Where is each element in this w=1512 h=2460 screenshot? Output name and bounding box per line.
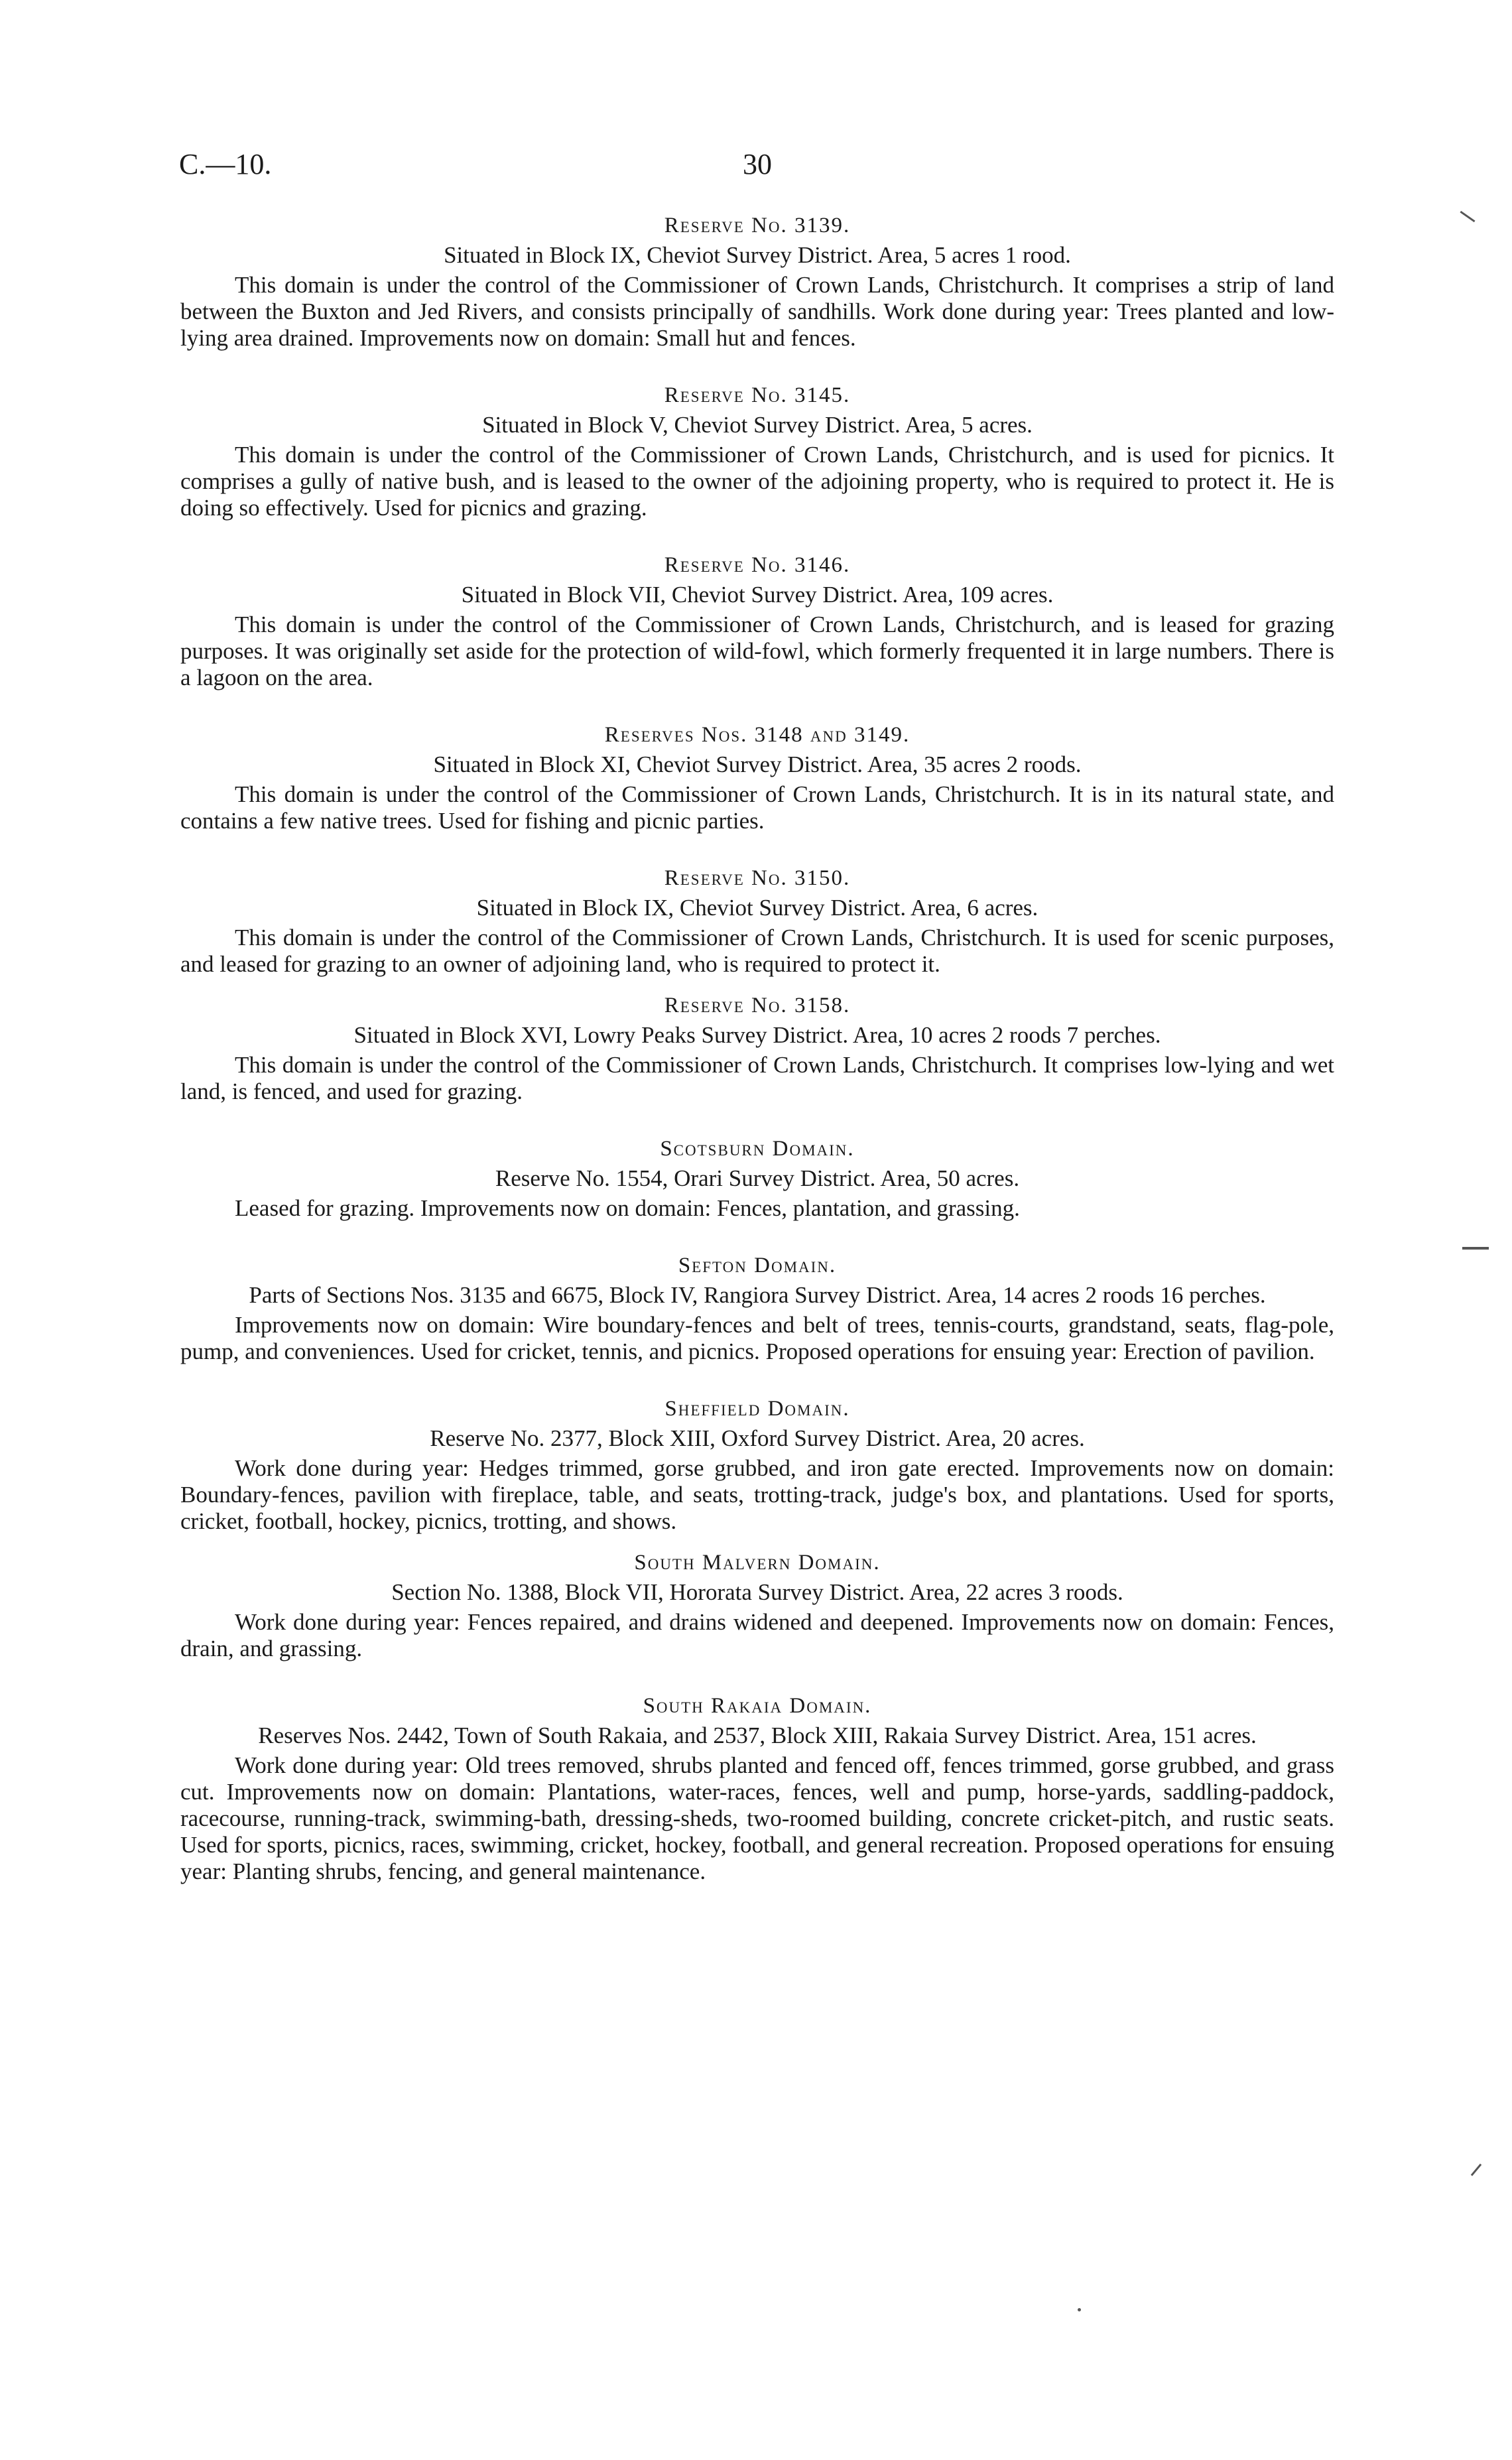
section-subheading: Situated in Block IX, Cheviot Survey District. Area, 5 acres 1 rood. (444, 242, 1071, 268)
section-body: Leased for grazing. Improvements now on domain: Fences, plantation, and grassing. (235, 1195, 1020, 1221)
section-subheading: Situated in Block XI, Cheviot Survey District. Area, 35 acres 2 roods. (433, 751, 1082, 777)
section-heading: Sefton Domain. (678, 1254, 837, 1277)
section-heading: Sheffield Domain. (664, 1397, 850, 1421)
page-number: 30 (743, 148, 772, 180)
section-body: Improvements now on domain: Wire boundary-fences and belt of trees, tennis-courts, grandstand, seats, flag-pole, pump, and conveniences. Used for cricket, tennis, and picnics. Proposed operations for ensuing year: Erection of pavilion. (180, 1312, 1334, 1364)
section-south-rakaia-domain (180, 1691, 1334, 1885)
section-heading: Reserve No. 3145. (664, 383, 851, 407)
section-body: Work done during year: Hedges trimmed, gorse grubbed, and iron gate erected. Improvements now on domain: Boundary-fences, pavilion with fireplace, table, and seats, trotting-track, judge's box, and plantations. Used for sports, cricket, football, hockey, picnics, trotting, and shows. (180, 1455, 1334, 1534)
section-reserve-3146 (180, 550, 1334, 691)
section-subheading: Situated in Block IX, Cheviot Survey District. Area, 6 acres. (476, 895, 1039, 921)
section-subheading: Situated in Block VII, Cheviot Survey District. Area, 109 acres. (461, 582, 1054, 608)
section-body: This domain is under the control of the Commissioner of Crown Lands, Christchurch. It is used for scenic purposes, and leased for grazing to an owner of adjoining land, who is required to protect it. (180, 925, 1334, 977)
section-subheading: Situated in Block V, Cheviot Survey District. Area, 5 acres. (482, 412, 1033, 438)
section-reserve-3158 (180, 991, 1334, 1105)
section-heading: Scotsburn Domain. (660, 1137, 855, 1161)
section-subheading: Reserves Nos. 2442, Town of South Rakaia, and 2537, Block XIII, Rakaia Survey District. Area, 151 acres. (258, 1722, 1257, 1748)
section-subheading: Parts of Sections Nos. 3135 and 6675, Block IV, Rangiora Survey District. Area, 14 acres 2 roods 16 perches. (249, 1282, 1266, 1308)
section-reserve-3139 (180, 211, 1334, 352)
section-subheading: Section No. 1388, Block VII, Hororata Survey District. Area, 22 acres 3 roods. (391, 1579, 1123, 1605)
section-sefton-domain (180, 1251, 1334, 1365)
section-body: This domain is under the control of the Commissioner of Crown Lands, Christchurch, and is leased for grazing purposes. It was originally set aside for the protection of wild-fowl, which formerly frequented it in large numbers. There is a lagoon on the area. (180, 612, 1334, 690)
page-content (180, 211, 1334, 1914)
section-body: Work done during year: Old trees removed, shrubs planted and fenced off, fences trimmed, gorse grubbed, and grass cut. Improvements now on domain: Plantations, water-races, fences, well and pump, horse-yards, saddling-paddock, racecourse, running-track, swimming-bath, dressing-sheds, two-roomed building, concrete cricket-pitch, and rustic seats. Used for sports, picnics, races, swimming, cricket, hockey, football, and general recreation. Proposed operations for ensuing year: Planting shrubs, fencing, and general maintenance. (180, 1752, 1334, 1884)
section-subheading: Situated in Block XVI, Lowry Peaks Survey District. Area, 10 acres 2 roods 7 perches. (353, 1022, 1161, 1048)
section-reserve-3145 (180, 381, 1334, 521)
section-body: This domain is under the control of the Commissioner of Crown Lands, Christchurch, and is used for picnics. It comprises a gully of native bush, and is leased to the owner of the adjoining property, who is required to protect it. He is doing so effectively. Used for picnics and grazing. (180, 442, 1334, 521)
section-subheading: Reserve No. 1554, Orari Survey District. Area, 50 acres. (495, 1165, 1020, 1191)
section-heading: Reserve No. 3146. (664, 553, 851, 577)
section-body: This domain is under the control of the Commissioner of Crown Lands, Christchurch. It comprises low-lying and wet land, is fenced, and used for grazing. (180, 1052, 1334, 1104)
section-heading: Reserves Nos. 3148 and 3149. (604, 723, 911, 747)
section-reserves-3148-3149 (180, 720, 1334, 834)
section-body: This domain is under the control of the Commissioner of Crown Lands, Christchurch. It is in its natural state, and contains a few native trees. Used for fishing and picnic parties. (180, 781, 1334, 834)
section-heading: South Malvern Domain. (634, 1551, 881, 1575)
scan-speck (1460, 211, 1475, 222)
section-south-malvern-domain (180, 1548, 1334, 1662)
section-body: Work done during year: Fences repaired, and drains widened and deepened. Improvements now on domain: Fences, drain, and grassing. (180, 1609, 1334, 1661)
section-subheading: Reserve No. 2377, Block XIII, Oxford Survey District. Area, 20 acres. (430, 1425, 1085, 1451)
scan-speck (1078, 2308, 1081, 2311)
page-header (179, 147, 1346, 187)
document-code: C.—10. (179, 148, 272, 180)
section-sheffield-domain (180, 1394, 1334, 1535)
section-reserve-3150 (180, 864, 1334, 978)
section-scotsburn-domain (180, 1134, 1334, 1222)
section-body: This domain is under the control of the Commissioner of Crown Lands, Christchurch. It comprises a strip of land between the Buxton and Jed Rivers, and consists principally of sandhills. Work done during year: Trees planted and low-lying area drained. Improvements now on domain: Small hut and fences. (180, 272, 1334, 351)
section-heading: Reserve No. 3158. (664, 994, 851, 1017)
scan-speck (1471, 2164, 1481, 2176)
section-heading: Reserve No. 3150. (664, 866, 851, 890)
section-heading: Reserve No. 3139. (664, 214, 851, 237)
section-heading: South Rakaia Domain. (643, 1694, 872, 1718)
scan-speck (1462, 1247, 1489, 1250)
